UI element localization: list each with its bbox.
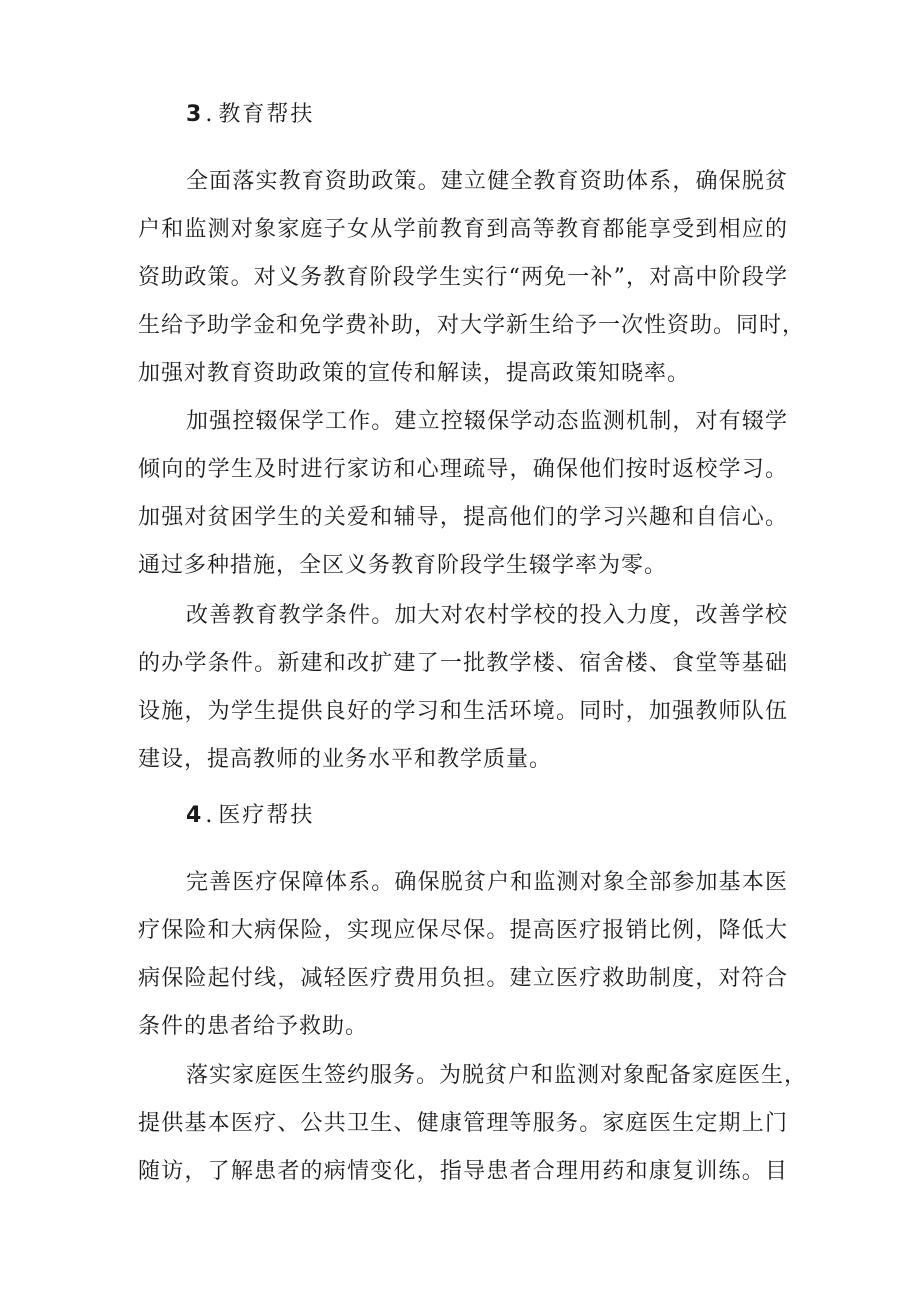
paragraph-line: 疗保险和大病保险，实现应保尽保。提高医疗报销比例，降低大 — [138, 918, 788, 943]
section-number: 3 — [186, 102, 202, 127]
paragraph-line: 随访，了解患者的病情变化，指导患者合理用药和康复训练。目 — [138, 1159, 788, 1184]
section-number: 4 — [186, 803, 202, 828]
paragraph-line: 建设，提高教师的业务水平和教学质量。 — [138, 747, 553, 772]
paragraph-medical-insurance — [138, 868, 788, 1060]
section-heading-4 — [186, 801, 314, 831]
paragraph-line: 的办学条件。新建和改扩建了一批教学楼、宿舍楼、食堂等基础 — [138, 651, 788, 676]
paragraph-line: 通过多种措施，全区义务教育阶段学生辍学率为零。 — [138, 553, 668, 578]
section-title: 教育帮扶 — [218, 102, 315, 127]
paragraph-teaching-conditions — [138, 601, 788, 793]
paragraph-line: 倾向的学生及时进行家访和心理疏导，确保他们按时返校学习。 — [138, 457, 788, 482]
paragraph-line: 加强对教育资助政策的宣传和解读，提高政策知晓率。 — [138, 361, 691, 386]
paragraph-line: 生给予助学金和免学费补助，对大学新生给予一次性资助。同时， — [138, 313, 806, 338]
section-dot: . — [205, 803, 213, 828]
paragraph-line: 设施，为学生提供良好的学习和生活环境。同时，加强教师队伍 — [138, 699, 788, 724]
paragraph-line: 改善教育教学条件。加大对农村学校的投入力度，改善学校 — [186, 603, 788, 628]
paragraph-line: 资助政策。对义务教育阶段学生实行“两免一补”，对高中阶段学 — [138, 265, 788, 290]
paragraph-education-policy — [138, 167, 806, 407]
paragraph-line: 户和监测对象家庭子女从学前教育到高等教育都能享受到相应的 — [138, 217, 788, 242]
paragraph-line: 提供基本医疗、公共卫生、健康管理等服务。家庭医生定期上门 — [138, 1111, 788, 1136]
paragraph-line: 条件的患者给予救助。 — [138, 1014, 369, 1039]
paragraph-line: 加强对贫困学生的关爱和辅导，提高他们的学习兴趣和自信心。 — [138, 505, 788, 530]
paragraph-line: 全面落实教育资助政策。建立健全教育资助体系，确保脱贫 — [186, 169, 788, 194]
paragraph-line: 落实家庭医生签约服务。为脱贫户和监测对象配备家庭医生， — [186, 1063, 808, 1088]
section-heading-3 — [186, 100, 314, 130]
section-title: 医疗帮扶 — [218, 803, 315, 828]
paragraph-line: 病保险起付线，减轻医疗费用负担。建立医疗救助制度，对符合 — [138, 966, 788, 991]
paragraph-line: 加强控辍保学工作。建立控辍保学动态监测机制，对有辍学 — [186, 409, 788, 434]
paragraph-dropout-control — [138, 407, 788, 599]
paragraph-line: 完善医疗保障体系。确保脱贫户和监测对象全部参加基本医 — [186, 870, 788, 895]
paragraph-family-doctor — [138, 1061, 808, 1205]
section-dot: . — [205, 102, 213, 127]
